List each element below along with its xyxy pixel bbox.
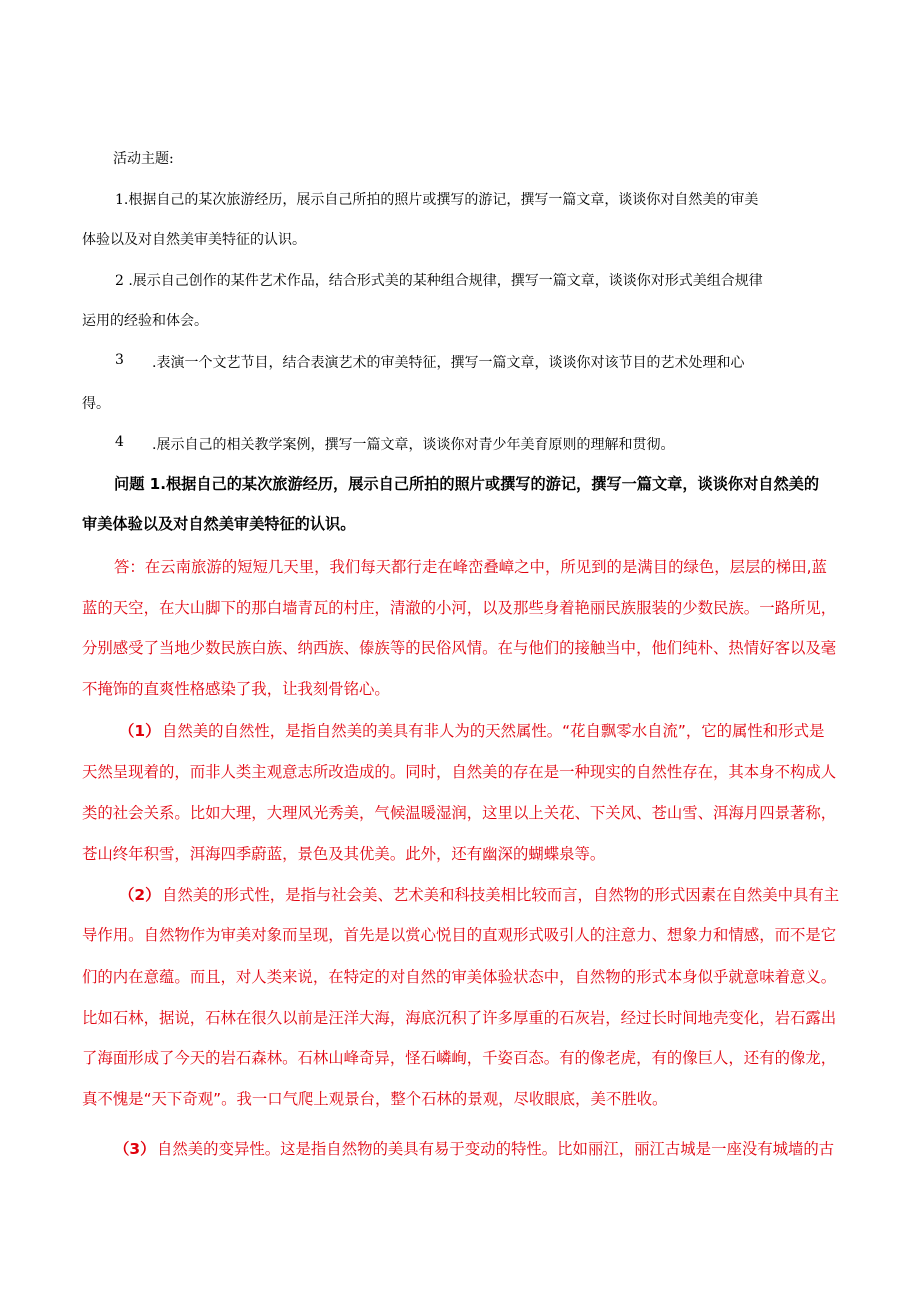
answer-intro-line-2: 蓝的天空，在大山脚下的那白墙青瓦的村庄，清澈的小河，以及那些身着艳丽民族服装的少数民族。一路所见， bbox=[82, 599, 837, 617]
section-2-line-4: 比如石林，据说，石林在很久以前是汪洋大海，海底沉积了许多厚重的石灰岩，经过长时间地壳变化，岩石露出 bbox=[82, 1009, 837, 1027]
section-1-line-4: 苍山终年积雪，洱海四季蔚蓝，景色及其优美。此外，还有幽深的蝴蝶泉等。 bbox=[82, 845, 606, 863]
activity-item-1-line-2: 体验以及对自然美审美特征的认识。 bbox=[82, 232, 306, 248]
activity-item-2-line-1: 2 .展示自己创作的某件艺术作品，结合形式美的某种组合规律，撰写一篇文章，谈谈你对形式美组合规律 bbox=[115, 273, 763, 289]
question-line-2: 审美体验以及对自然美审美特征的认识。 bbox=[82, 515, 356, 533]
activity-item-3-line-2: 得。 bbox=[82, 396, 110, 412]
answer-intro-line-1: 答：在云南旅游的短短几天里，我们每天都行走在峰峦叠嶂之中，所见到的是满目的绿色，层层的梯田,蓝 bbox=[114, 558, 827, 576]
activity-item-3-line-1: .表演一个文艺节目，结合表演艺术的审美特征，撰写一篇文章，谈谈你对该节目的艺术处理和心 bbox=[152, 355, 745, 371]
activity-item-4-number: 4 bbox=[115, 434, 124, 450]
section-2-line-5: 了海面形成了今天的岩石森林。石林山峰奇异，怪石嶙峋，千姿百态。有的像老虎，有的像巨人，还有的像龙， bbox=[82, 1049, 837, 1067]
section-2-line-1: 自然美的形式性，是指与社会美、艺术美和科技美相比较而言，自然物的形式因素在自然美中具有主 bbox=[162, 886, 840, 904]
answer-intro-line-4: 不掩饰的直爽性格感染了我，让我刻骨铭心。 bbox=[82, 680, 390, 698]
activity-heading: 活动主题: bbox=[113, 151, 174, 167]
activity-item-4-line-1: .展示自己的相关教学案例，撰写一篇文章，谈谈你对青少年美育原则的理解和贯彻。 bbox=[152, 437, 675, 453]
section-2-label: （2） bbox=[119, 886, 161, 904]
question-line-1: 问题 1.根据自己的某次旅游经历，展示自己所拍的照片或撰写的游记，撰写一篇文章，谈谈你对自然美的 bbox=[114, 475, 820, 493]
section-2-line-6: 真不愧是“天下奇观”。我一口气爬上观景台，整个石林的景观，尽收眼底，美不胜收。 bbox=[82, 1090, 668, 1108]
activity-item-1-line-1: 1.根据自己的某次旅游经历，展示自己所拍的照片或撰写的游记，撰写一篇文章，谈谈你对自然美的审美 bbox=[115, 192, 759, 208]
section-3-line-1: 自然美的变异性。这是指自然物的美具有易于变动的特性。比如丽江，丽江古城是一座没有城墙的古 bbox=[157, 1140, 835, 1158]
activity-item-2-line-2: 运用的经验和体会。 bbox=[82, 313, 208, 329]
section-1-line-2: 天然呈现着的，而非人类主观意志所改造成的。同时，自然美的存在是一种现实的自然性存在，其本身不构成人 bbox=[82, 763, 837, 781]
answer-intro-line-3: 分别感受了当地少数民族白族、纳西族、傣族等的民俗风情。在与他们的接触当中，他们纯朴、热情好客以及毫 bbox=[82, 639, 837, 657]
section-2-line-2: 导作用。自然物作为审美对象而呈现，首先是以赏心悦目的直观形式吸引人的注意力、想象力和情感，而不是它 bbox=[82, 926, 837, 944]
section-2-line-3: 们的内在意蕴。而且，对人类来说，在特定的对自然的审美体验状态中，自然物的形式本身似乎就意味着意义。 bbox=[82, 968, 837, 986]
activity-item-3-number: 3 bbox=[115, 352, 124, 368]
section-1-line-1: 自然美的自然性，是指自然美的美具有非人为的天然属性。“花自飘零水自流”，它的属性和形式是 bbox=[162, 722, 825, 740]
section-3-label: （3） bbox=[114, 1140, 156, 1158]
section-1-line-3: 类的社会关系。比如大理，大理风光秀美，气候温暖湿润，这里以上关花、下关风、苍山雪、洱海月四景著称， bbox=[82, 804, 837, 822]
section-1-label: （1） bbox=[119, 722, 161, 740]
